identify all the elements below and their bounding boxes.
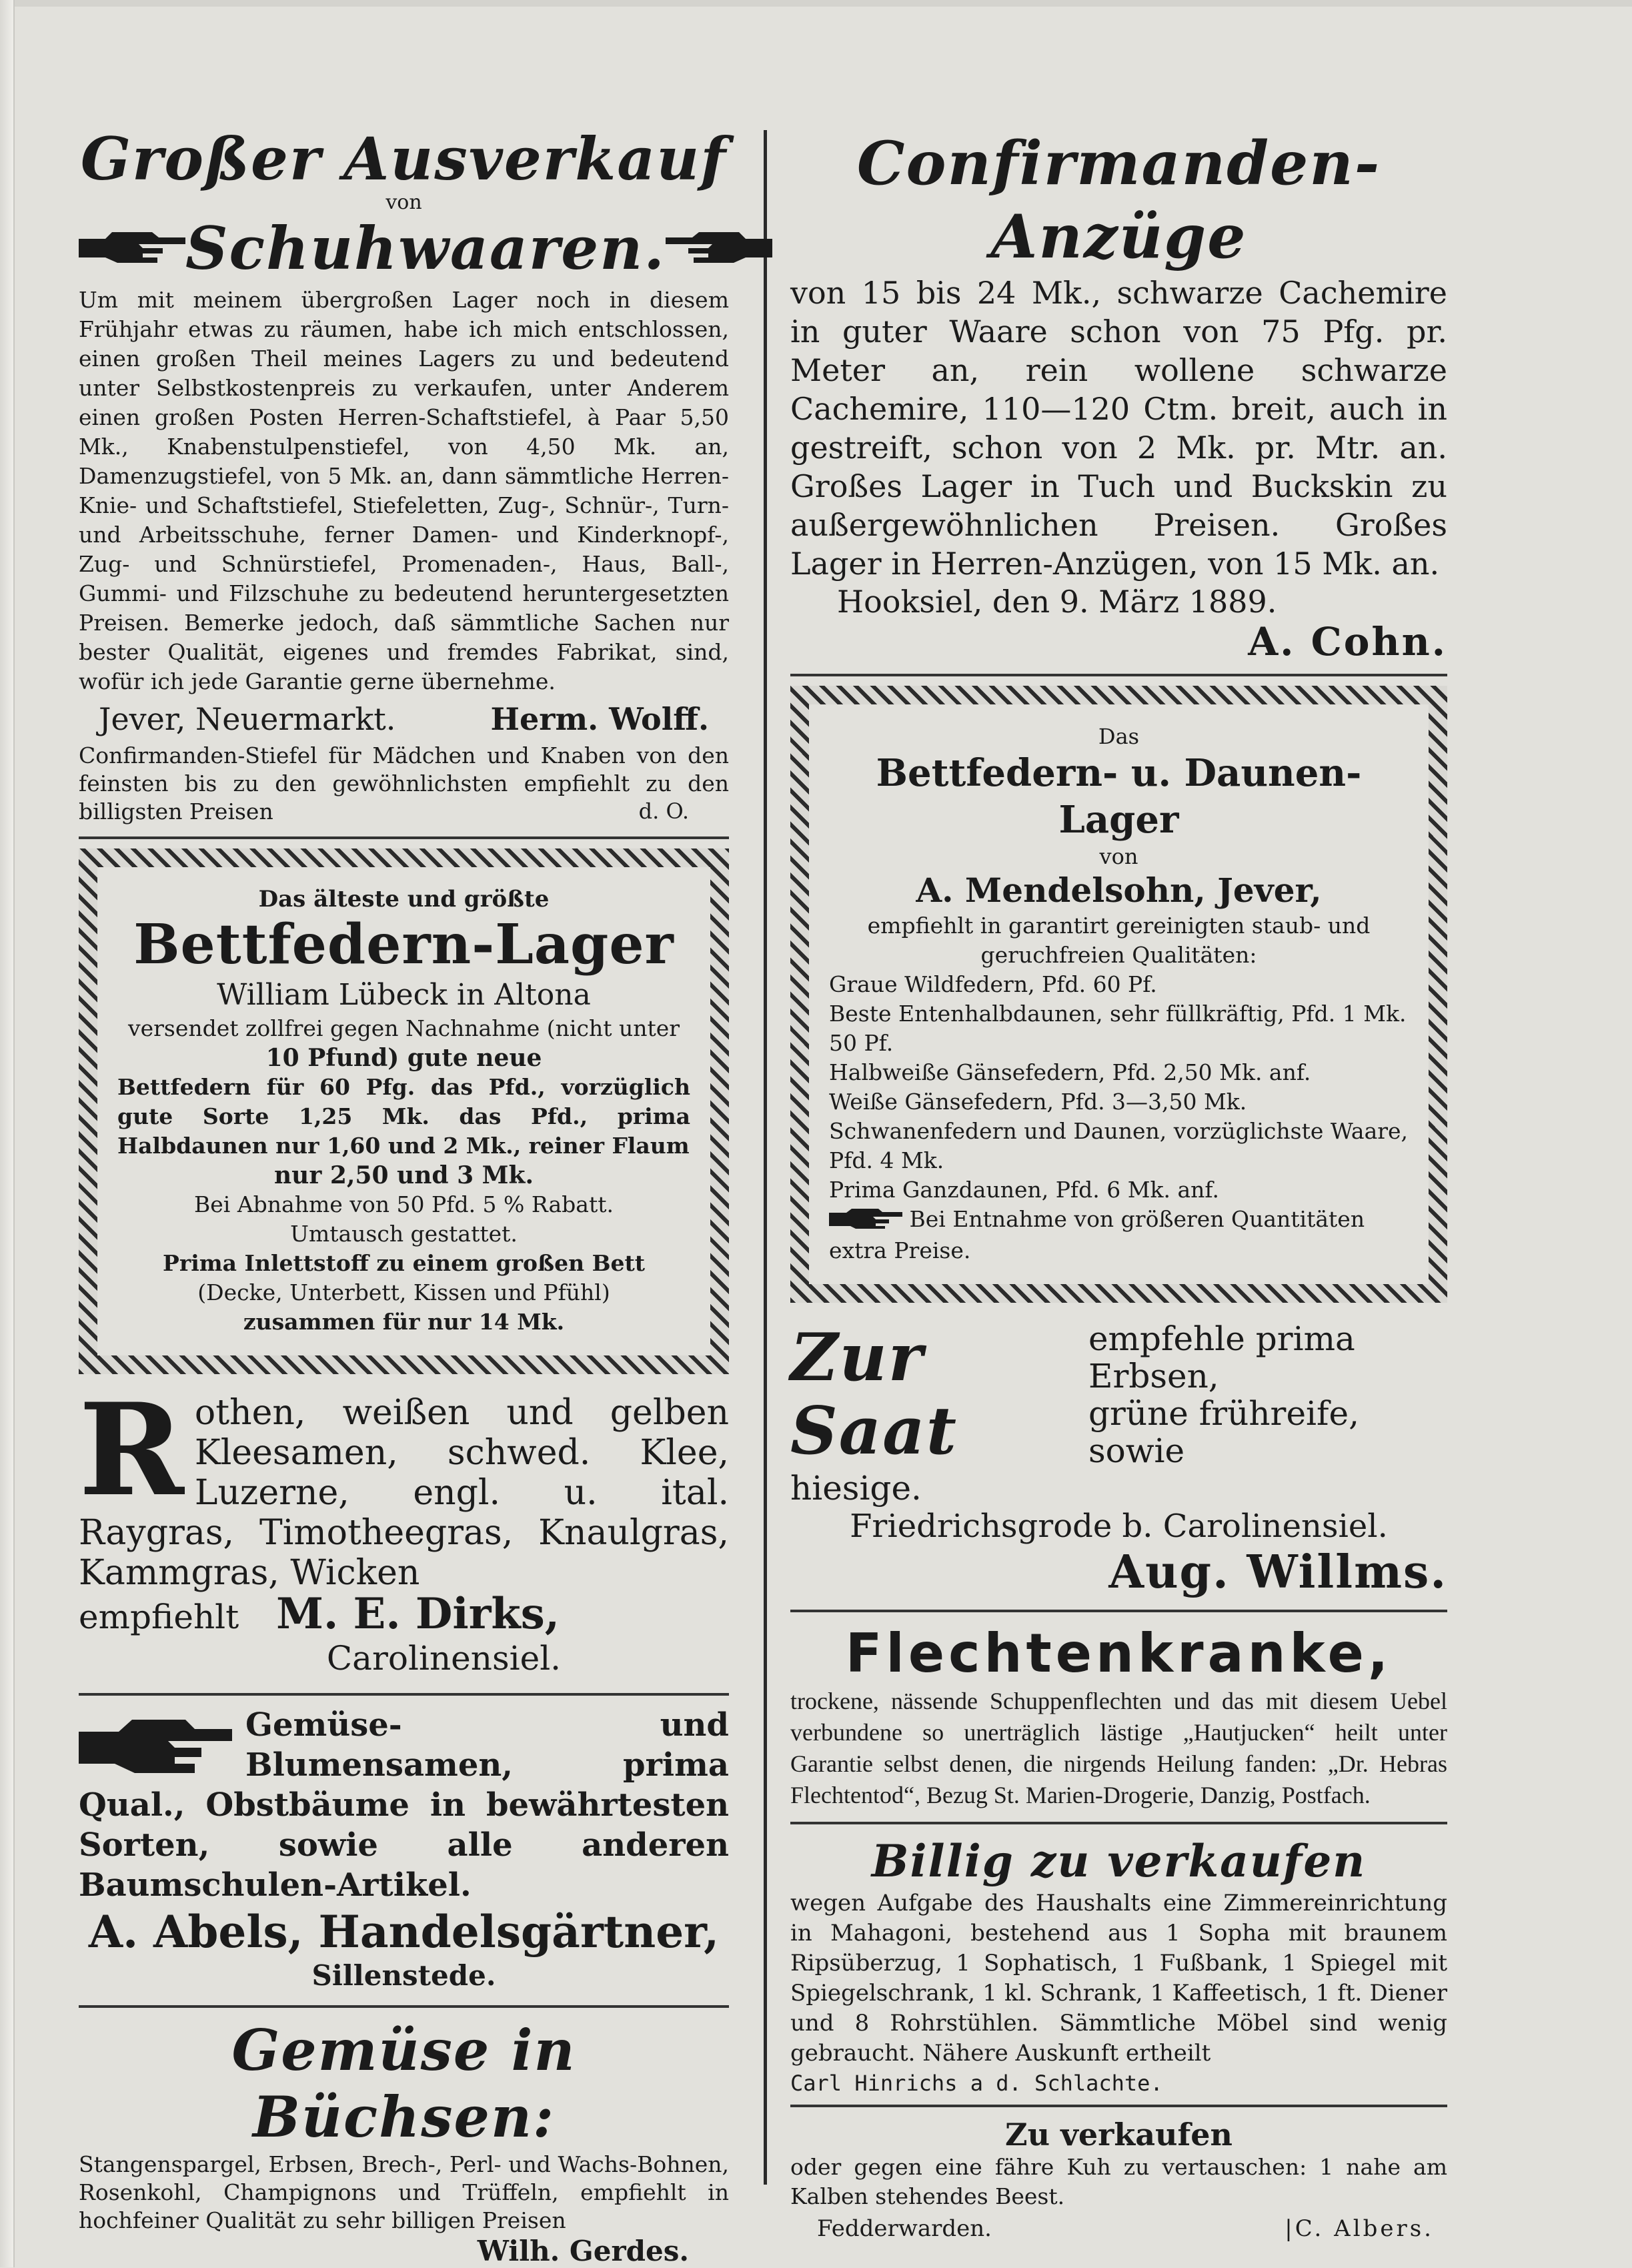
ad-zu-verkaufen <box>790 2117 1447 2246</box>
ad-flechtenkranke <box>790 1622 1447 1811</box>
ad-shoes-place: Jever, Neuermarkt. <box>99 701 396 737</box>
ad-willms-body1: empfehle prima Erbsen, <box>1088 1319 1355 1395</box>
ad-bedfeathers-mendelsohn <box>790 686 1447 1303</box>
ad-cohn-body: von 15 bis 24 Mk., schwarze Cachemire in guter Waare schon von 75 Pfg. pr. Meter an, rein wollene schwarze Cachemire, 110—120 Ctm. breit, auch in gestreift, schon von 2 Mk. pr. Mtr. an. Großes Lager in Tuch und Buckskin zu außergewöhnlichen Preisen. Großes Lager in Herren-Anzügen, von 15 Mk. an. <box>790 275 1447 582</box>
ad-mendelsohn-item: Beste Entenhalbdaunen, sehr füllkräftig, Pfd. 1 Mk. 50 Pf. <box>829 1001 1407 1056</box>
ad-luebeck-line7: Prima Inlettstoff zu einem großen Bett <box>163 1250 645 1276</box>
ad-cohn-headline: Confirmanden-Anzüge <box>856 128 1381 272</box>
ad-mendelsohn-item: Schwanenfedern und Daunen, vorzüglichste Waare, Pfd. 4 Mk. <box>829 1118 1409 1173</box>
ad-luebeck-line2: 10 Pfund) gute neue <box>265 1044 542 1072</box>
ad-zuv-headline: Zu verkaufen <box>1005 2116 1233 2153</box>
ad-luebeck-line3: Bettfedern für 60 Pfg. das Pfd., vorzüglich gute Sorte 1,25 Mk. das Pfd., prima Halbdaunen nur 1,60 und 2 Mk., reiner Flaum <box>117 1074 690 1159</box>
ad-luebeck-line4: nur 2,50 und 3 Mk. <box>273 1161 534 1189</box>
column-divider <box>764 130 767 2185</box>
pointing-hand-icon <box>829 1206 902 1236</box>
ad-dirks-lead: empfiehlt <box>79 1598 239 1636</box>
ad-luebeck-firm: William Lübeck in Altona <box>217 978 591 1012</box>
ad-gerdes-signature: Wilh. Gerdes. <box>477 2235 689 2267</box>
ad-dirks-body: othen, weißen und gelben Kleesamen, schwed. Klee, Luzerne, engl. u. ital. Raygras, Timotheegras, Knaulgras, Kammgras, Wicken <box>79 1393 729 1593</box>
left-column <box>79 100 729 2268</box>
ad-billig-headline: Billig zu verkaufen <box>871 1834 1367 1887</box>
ad-willms-body2: grüne frühreife, sowie <box>1088 1393 1360 1470</box>
page-binding-edge <box>0 0 15 2267</box>
divider <box>790 2105 1447 2107</box>
ad-mendelsohn-von: von <box>1099 844 1138 869</box>
divider <box>790 674 1447 676</box>
ad-shoes-signature: Herm. Wolff. <box>490 701 709 737</box>
page-top-edge <box>0 0 1632 7</box>
ad-shoes-body: Um mit meinem übergroßen Lager noch in diesem Frühjahr etwas zu räumen, habe ich mich entschlossen, einen großen Theil meines Lagers zu und bedeutend unter Selbstkostenpreis zu verkaufen, unter Anderem einen großen Posten Herren-Schaftstiefel, à Paar 5,50 Mk., Knabenstulpenstiefel, von 4,50 Mk. an, Damenzugstiefel, von 5 Mk. an, dann sämmtliche Herren-Knie- und Schaftstiefel, Stiefeletten, Zug-, Schnür-, Turn- und Arbeitsschuhe, ferner Damen- und Kinderknopf-, Zug- und Schnürstiefel, Promenaden-, Haus, Ball-, Gummi- und Filzschuhe zu bedeutend heruntergesetzten Preisen. Bemerke jedoch, daß sämmtliche Sachen nur bester Qualität, eigenes und fremdes Fabrikat, sind, wofür ich jede Garantie gerne übernehme. <box>79 287 729 694</box>
ad-abels-place: Sillenstede. <box>311 1959 496 1992</box>
ad-flechten-body: trockene, nässende Schuppenflechten und das mit diesem Uebel verbundene so unerträglich lästige „Hautjucken“ heilt unter Garantie selbst denen, die nirgends Heilung fanden: „Dr. Hebras Flechtentod“, Bezug St. Marien-Drogerie, Danzig, Postfach. <box>790 1687 1447 1808</box>
ad-gerdes-headline: Gemüse in Büchsen: <box>231 2017 576 2150</box>
ad-willms-headline: Zur Saat <box>790 1319 958 1470</box>
ad-abels-body: Gemüse- und Blumensamen, prima Qual., Obstbäume in bewährtesten Sorten, sowie alle anderen Baumschulen-Artikel. <box>79 1706 729 1904</box>
ad-cohn <box>790 127 1447 663</box>
ad-zuv-body: oder gegen eine fähre Kuh zu vertauschen: 1 nahe am Kalben stehendes Beest. <box>790 2153 1447 2209</box>
ad-luebeck-headline: Bettfedern-Lager <box>133 913 674 977</box>
ad-shoes-von: von <box>385 191 422 214</box>
ad-seeds-dirks <box>79 1393 729 1678</box>
ad-mendelsohn-item: Prima Ganzdaunen, Pfd. 6 Mk. anf. <box>829 1177 1219 1203</box>
ad-luebeck-line8: (Decke, Unterbett, Kissen und Pfühl) <box>197 1279 610 1305</box>
ad-luebeck-line1: versendet zollfrei gegen Nachnahme (nicht unter <box>127 1015 680 1041</box>
ad-luebeck-line6: Umtausch gestattet. <box>290 1221 518 1247</box>
ad-mendelsohn-intro: empfiehlt in garantirt gereinigten staub- und geruchfreien Qualitäten: <box>867 913 1371 968</box>
ad-shoes-headline: Großer Ausverkauf <box>80 124 728 193</box>
ad-mendelsohn-das: Das <box>1098 724 1140 749</box>
ad-mendelsohn-footer: Bei Entnahme von größeren Quantitäten extra Preise. <box>829 1206 1365 1263</box>
ad-mendelsohn-firm: A. Mendelsohn, Jever, <box>916 871 1322 910</box>
divider <box>79 2005 729 2008</box>
divider <box>79 836 729 839</box>
ad-shoes-subhead: Schuhwaaren. <box>185 213 666 283</box>
ad-shoes-note-signature: d. O. <box>638 798 689 824</box>
ad-gerdes <box>79 2017 729 2268</box>
ad-shoes-note: Confirmanden-Stiefel für Mädchen und Knaben von den feinsten bis zu den gewöhnlichsten empfiehlt zu den billigsten Preisen <box>79 742 729 824</box>
ad-billig-signature: Carl Hinrichs a d. Schlachte. <box>790 2070 1163 2096</box>
ad-cohn-dateline: Hooksiel, den 9. März 1889. <box>837 584 1277 620</box>
pointing-hand-icon <box>79 227 185 269</box>
ad-billig-body: wegen Aufgabe des Haushalts eine Zimmereinrichtung in Mahagoni, bestehend aus 1 Sopha mit braunem Ripsüberzug, 1 Sophatisch, 1 Fußbank, 1 Spiegel mit Spiegelschrank, 1 kl. Schrank, 1 Kaffeetisch, 1 ft. Diener und 8 Rohrstühlen. Sämmtliche Möbel sind wenig gebraucht. Nähere Auskunft ertheilt <box>790 1889 1447 2067</box>
ad-mendelsohn-item: Weiße Gänsefedern, Pfd. 3—3,50 Mk. <box>829 1089 1247 1115</box>
ad-luebeck-top: Das älteste und größte <box>258 886 550 913</box>
ad-dirks-dropcap: R <box>79 1393 184 1524</box>
ad-willms-signature: Aug. Willms. <box>1108 1545 1447 1599</box>
ad-dirks-firm: M. E. Dirks, <box>276 1589 560 1639</box>
ad-zuv-place: Fedderwarden. <box>817 2215 992 2242</box>
divider <box>790 1822 1447 1824</box>
ad-mendelsohn-item: Graue Wildfedern, Pfd. 60 Pf. <box>829 971 1157 997</box>
ad-flechten-headline: Flechtenkranke, <box>845 1622 1393 1684</box>
ad-shoes <box>79 125 729 823</box>
ad-willms <box>790 1320 1447 1599</box>
pointing-hand-icon <box>79 1712 232 1781</box>
ad-zuv-signature: |C. Albers. <box>1285 2215 1434 2242</box>
ad-willms-body3: hiesige. <box>790 1468 922 1508</box>
ad-cohn-signature: A. Cohn. <box>1248 619 1447 664</box>
ad-dirks-place: Carolinensiel. <box>326 1639 562 1678</box>
ad-bedfeathers-luebeck <box>79 848 729 1374</box>
right-column <box>790 100 1447 2246</box>
ad-abels-firm: A. Abels, Handelsgärtner, <box>88 1906 720 1958</box>
ad-gerdes-body: Stangenspargel, Erbsen, Brech-, Perl- und Wachs-Bohnen, Rosenkohl, Champignons und Trüffeln, empfiehlt in hochfeiner Qualität zu sehr billigen Preisen <box>79 2151 729 2233</box>
ad-luebeck-line5: Bei Abnahme von 50 Pfd. 5 % Rabatt. <box>194 1191 614 1217</box>
pointing-hand-icon <box>666 227 772 269</box>
divider <box>79 1693 729 1696</box>
ad-abels <box>79 1705 729 1993</box>
ad-mendelsohn-headline: Bettfedern- u. Daunen-Lager <box>876 751 1362 842</box>
ad-luebeck-line9: zusammen für nur 14 Mk. <box>243 1309 565 1335</box>
ad-mendelsohn-item: Halbweiße Gänsefedern, Pfd. 2,50 Mk. anf. <box>829 1059 1311 1085</box>
ad-willms-place: Friedrichsgrode b. Carolinensiel. <box>850 1507 1388 1545</box>
divider <box>790 1610 1447 1612</box>
ad-billig-verkaufen <box>790 1834 1447 2098</box>
